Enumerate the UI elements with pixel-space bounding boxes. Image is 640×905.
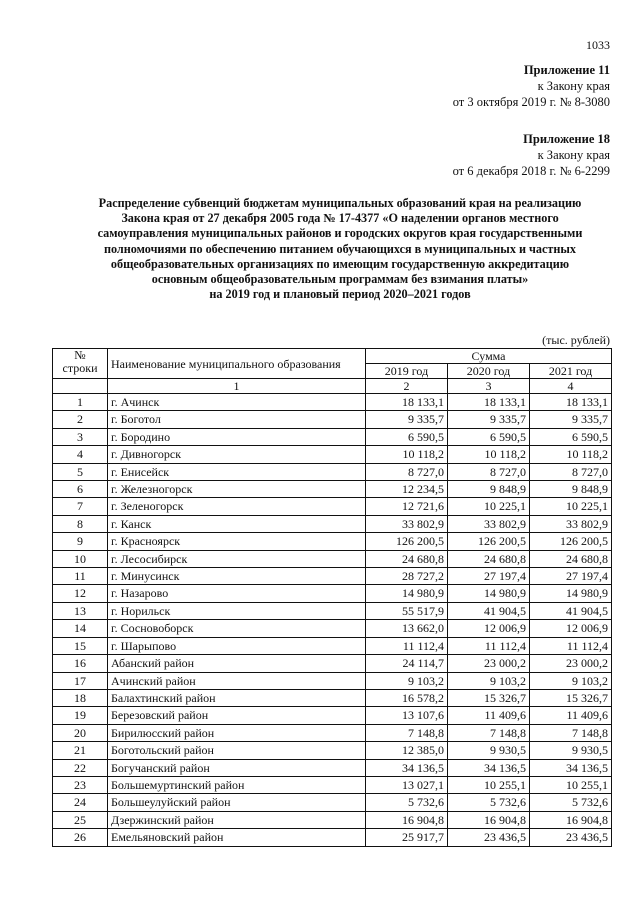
value-2021-cell: 41 904,5	[530, 602, 612, 619]
value-2019-cell: 9 103,2	[366, 672, 448, 689]
row-number-cell: 20	[53, 724, 108, 741]
value-2021-cell: 34 136,5	[530, 759, 612, 776]
value-2020-cell: 6 590,5	[448, 428, 530, 445]
table-row	[53, 568, 612, 585]
municipality-name-cell: Дзержинский район	[108, 811, 366, 828]
appendix-11-title: Приложение 11	[523, 63, 610, 77]
appendix-11-line2: от 3 октября 2019 г. № 8-3080	[452, 95, 610, 109]
header-municipality: Наименование муниципального образования	[108, 349, 366, 379]
table-row	[53, 585, 612, 602]
appendix-11-line1: к Закону края	[537, 79, 610, 93]
title-line: полномочиями по обеспечению питанием обучающихся в муниципальных и частных	[103, 241, 577, 256]
municipality-name-cell: г. Минусинск	[108, 568, 366, 585]
row-number-cell: 16	[53, 655, 108, 672]
row-number-cell: 21	[53, 742, 108, 759]
value-2020-cell: 11 112,4	[448, 637, 530, 654]
title-line: на 2019 год и плановый период 2020–2021 годов	[209, 287, 471, 302]
value-2020-cell: 9 103,2	[448, 672, 530, 689]
municipality-name-cell: г. Шарыпово	[108, 637, 366, 654]
row-number-cell: 11	[53, 568, 108, 585]
table-row	[53, 498, 612, 515]
table-row	[53, 707, 612, 724]
value-2019-cell: 7 148,8	[366, 724, 448, 741]
municipality-name-cell: г. Канск	[108, 515, 366, 532]
title-line: Закона края от 27 декабря 2005 года № 17-4377 «О наделении органов местного	[121, 211, 559, 226]
value-2020-cell: 10 255,1	[448, 776, 530, 793]
value-2021-cell: 33 802,9	[530, 515, 612, 532]
table-row	[53, 394, 612, 411]
value-2019-cell: 28 727,2	[366, 568, 448, 585]
municipality-name-cell: Большемуртинский район	[108, 776, 366, 793]
row-number-cell: 4	[53, 446, 108, 463]
value-2019-cell: 34 136,5	[366, 759, 448, 776]
value-2020-cell: 23 436,5	[448, 829, 530, 846]
municipality-name-cell: Балахтинский район	[108, 689, 366, 706]
value-2019-cell: 5 732,6	[366, 794, 448, 811]
table-row	[53, 620, 612, 637]
value-2019-cell: 12 234,5	[366, 481, 448, 498]
value-2019-cell: 11 112,4	[366, 637, 448, 654]
table-row	[53, 481, 612, 498]
page-number: 1033	[586, 38, 610, 52]
value-2019-cell: 12 385,0	[366, 742, 448, 759]
municipality-name-cell: г. Дивногорск	[108, 446, 366, 463]
value-2019-cell: 13 662,0	[366, 620, 448, 637]
municipality-name-cell: г. Енисейск	[108, 463, 366, 480]
municipality-name-cell: Ачинский район	[108, 672, 366, 689]
row-number-cell: 9	[53, 533, 108, 550]
value-2019-cell: 33 802,9	[366, 515, 448, 532]
municipality-name-cell: г. Красноярск	[108, 533, 366, 550]
value-2020-cell: 5 732,6	[448, 794, 530, 811]
municipality-name-cell: г. Боготол	[108, 411, 366, 428]
header-year-2020: 2020 год	[448, 364, 530, 379]
municipality-name-cell: г. Назарово	[108, 585, 366, 602]
value-2019-cell: 16 578,2	[366, 689, 448, 706]
row-number-cell: 19	[53, 707, 108, 724]
table-row	[53, 794, 612, 811]
value-2021-cell: 5 732,6	[530, 794, 612, 811]
appendix-11-header	[453, 62, 610, 110]
row-number-cell: 15	[53, 637, 108, 654]
table-row	[53, 655, 612, 672]
row-number-cell: 10	[53, 550, 108, 567]
table-row	[53, 672, 612, 689]
table-row	[53, 446, 612, 463]
row-number-cell: 6	[53, 481, 108, 498]
value-2020-cell: 18 133,1	[448, 394, 530, 411]
value-2021-cell: 6 590,5	[530, 428, 612, 445]
value-2019-cell: 24 114,7	[366, 655, 448, 672]
value-2020-cell: 11 409,6	[448, 707, 530, 724]
value-2021-cell: 12 006,9	[530, 620, 612, 637]
value-2019-cell: 13 107,6	[366, 707, 448, 724]
table-row	[53, 742, 612, 759]
value-2020-cell: 15 326,7	[448, 689, 530, 706]
row-number-cell: 8	[53, 515, 108, 532]
municipality-name-cell: Боготольский район	[108, 742, 366, 759]
table-row	[53, 776, 612, 793]
row-number-cell: 7	[53, 498, 108, 515]
table-row	[53, 829, 612, 846]
value-2019-cell: 55 517,9	[366, 602, 448, 619]
table-row	[53, 428, 612, 445]
value-2020-cell: 12 006,9	[448, 620, 530, 637]
row-number-cell: 23	[53, 776, 108, 793]
municipality-name-cell: Емельяновский район	[108, 829, 366, 846]
title-line: Распределение субвенций бюджетам муниципальных образований края на реализацию	[98, 196, 582, 210]
table-row	[53, 724, 612, 741]
municipality-name-cell: г. Норильск	[108, 602, 366, 619]
value-2019-cell: 10 118,2	[366, 446, 448, 463]
value-2020-cell: 33 802,9	[448, 515, 530, 532]
header-row-number	[53, 349, 108, 379]
table-row	[53, 689, 612, 706]
value-2021-cell: 9 103,2	[530, 672, 612, 689]
row-number-cell: 13	[53, 602, 108, 619]
value-2020-cell: 14 980,9	[448, 585, 530, 602]
value-2021-cell: 18 133,1	[530, 394, 612, 411]
value-2021-cell: 10 118,2	[530, 446, 612, 463]
header-num-line2: строки	[62, 361, 98, 375]
value-2019-cell: 6 590,5	[366, 428, 448, 445]
header-colnum-spacer	[53, 379, 108, 394]
table-row	[53, 533, 612, 550]
subsidy-table	[52, 348, 612, 847]
value-2021-cell: 9 848,9	[530, 481, 612, 498]
row-number-cell: 1	[53, 394, 108, 411]
value-2020-cell: 9 930,5	[448, 742, 530, 759]
value-2021-cell: 9 335,7	[530, 411, 612, 428]
row-number-cell: 18	[53, 689, 108, 706]
table-row	[53, 759, 612, 776]
units-label: (тыс. рублей)	[542, 333, 610, 347]
header-colnum-1: 1	[108, 379, 366, 394]
table-row	[53, 602, 612, 619]
value-2020-cell: 8 727,0	[448, 463, 530, 480]
municipality-name-cell: г. Сосновоборск	[108, 620, 366, 637]
value-2021-cell: 16 904,8	[530, 811, 612, 828]
municipality-name-cell: Бирилюсский район	[108, 724, 366, 741]
value-2019-cell: 12 721,6	[366, 498, 448, 515]
table-row	[53, 550, 612, 567]
document-title	[60, 196, 620, 302]
municipality-name-cell: г. Бородино	[108, 428, 366, 445]
value-2021-cell: 11 409,6	[530, 707, 612, 724]
value-2019-cell: 18 133,1	[366, 394, 448, 411]
value-2020-cell: 41 904,5	[448, 602, 530, 619]
value-2019-cell: 25 917,7	[366, 829, 448, 846]
municipality-name-cell: г. Лесосибирск	[108, 550, 366, 567]
row-number-cell: 26	[53, 829, 108, 846]
value-2019-cell: 13 027,1	[366, 776, 448, 793]
header-sum: Сумма	[366, 349, 612, 364]
value-2019-cell: 126 200,5	[366, 533, 448, 550]
municipality-name-cell: г. Зеленогорск	[108, 498, 366, 515]
table-row	[53, 637, 612, 654]
table-row	[53, 411, 612, 428]
value-2020-cell: 23 000,2	[448, 655, 530, 672]
header-year-2019: 2019 год	[366, 364, 448, 379]
header-num-line1: №	[74, 348, 86, 362]
value-2020-cell: 24 680,8	[448, 550, 530, 567]
row-number-cell: 2	[53, 411, 108, 428]
value-2019-cell: 8 727,0	[366, 463, 448, 480]
municipality-name-cell: Березовский район	[108, 707, 366, 724]
value-2020-cell: 9 335,7	[448, 411, 530, 428]
value-2020-cell: 126 200,5	[448, 533, 530, 550]
value-2020-cell: 7 148,8	[448, 724, 530, 741]
value-2020-cell: 27 197,4	[448, 568, 530, 585]
header-colnum-4: 4	[530, 379, 612, 394]
municipality-name-cell: г. Ачинск	[108, 394, 366, 411]
value-2020-cell: 16 904,8	[448, 811, 530, 828]
municipality-name-cell: г. Железногорск	[108, 481, 366, 498]
table-row	[53, 463, 612, 480]
value-2021-cell: 24 680,8	[530, 550, 612, 567]
appendix-18-line2: от 6 декабря 2018 г. № 6-2299	[452, 164, 610, 178]
value-2021-cell: 14 980,9	[530, 585, 612, 602]
row-number-cell: 14	[53, 620, 108, 637]
row-number-cell: 12	[53, 585, 108, 602]
table-row	[53, 811, 612, 828]
value-2020-cell: 10 118,2	[448, 446, 530, 463]
header-colnum-2: 2	[366, 379, 448, 394]
value-2021-cell: 9 930,5	[530, 742, 612, 759]
header-colnum-3: 3	[448, 379, 530, 394]
municipality-name-cell: Большеулуйский район	[108, 794, 366, 811]
row-number-cell: 5	[53, 463, 108, 480]
appendix-18-header	[453, 131, 610, 179]
value-2021-cell: 10 255,1	[530, 776, 612, 793]
municipality-name-cell: Богучанский район	[108, 759, 366, 776]
table-row	[53, 515, 612, 532]
municipality-name-cell: Абанский район	[108, 655, 366, 672]
value-2020-cell: 34 136,5	[448, 759, 530, 776]
row-number-cell: 25	[53, 811, 108, 828]
value-2020-cell: 9 848,9	[448, 481, 530, 498]
value-2021-cell: 15 326,7	[530, 689, 612, 706]
appendix-18-title: Приложение 18	[523, 132, 610, 146]
value-2021-cell: 126 200,5	[530, 533, 612, 550]
header-year-2021: 2021 год	[530, 364, 612, 379]
title-line: общеобразовательных организациях по имеющим государственную аккредитацию	[110, 256, 570, 271]
value-2021-cell: 10 225,1	[530, 498, 612, 515]
value-2021-cell: 11 112,4	[530, 637, 612, 654]
row-number-cell: 3	[53, 428, 108, 445]
value-2021-cell: 23 000,2	[530, 655, 612, 672]
title-line: самоуправления муниципальных районов и городских округов края государственными	[97, 226, 583, 241]
row-number-cell: 22	[53, 759, 108, 776]
value-2020-cell: 10 225,1	[448, 498, 530, 515]
row-number-cell: 17	[53, 672, 108, 689]
value-2019-cell: 14 980,9	[366, 585, 448, 602]
value-2021-cell: 23 436,5	[530, 829, 612, 846]
value-2021-cell: 8 727,0	[530, 463, 612, 480]
value-2019-cell: 9 335,7	[366, 411, 448, 428]
row-number-cell: 24	[53, 794, 108, 811]
value-2019-cell: 24 680,8	[366, 550, 448, 567]
title-line: основным общеобразовательным программам без взимания платы»	[151, 272, 529, 287]
value-2019-cell: 16 904,8	[366, 811, 448, 828]
value-2021-cell: 7 148,8	[530, 724, 612, 741]
value-2021-cell: 27 197,4	[530, 568, 612, 585]
appendix-18-line1: к Закону края	[537, 148, 610, 162]
